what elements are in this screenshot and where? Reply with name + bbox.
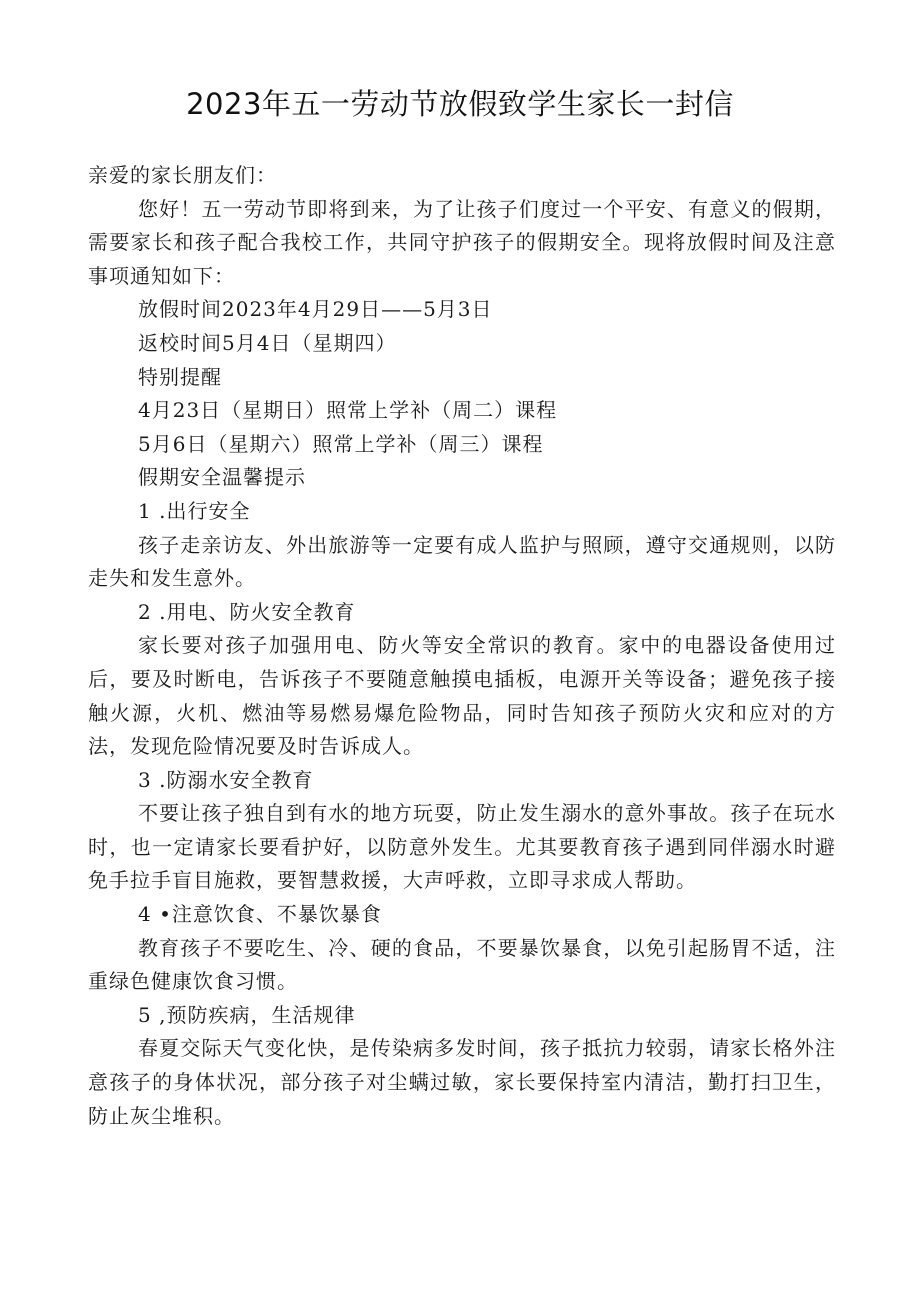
paragraph-intro: 您好！五一劳动节即将到来，为了让孩子们度过一个平安、有意义的假期，需要家长和孩子配合我校工作，共同守护孩子的假期安全。现将放假时间及注意事项通知如下： — [88, 196, 836, 288]
makeup-class-1: 4月23日（星期日）照常上学补（周二）课程 — [138, 398, 558, 423]
section-heading-diet: 4 •注意饮食、不暴饮暴食 — [138, 902, 382, 927]
safety-tips-heading: 假期安全温馨提示 — [138, 465, 306, 490]
section-heading-travel: 1 .出行安全 — [138, 498, 251, 523]
section-text-diet: 教育孩子不要吃生、冷、硬的食品，不要暴饮暴食，以免引起肠胃不适，注重绿色健康饮食习惯。 — [88, 935, 836, 994]
section-heading-drowning: 3 .防溺水安全教育 — [138, 767, 314, 792]
section-heading-disease: 5 ,预防疾病，生活规律 — [138, 1002, 356, 1027]
makeup-class-2: 5月6日（星期六）照常上学补（周三）课程 — [138, 431, 544, 456]
return-time: 返校时间5月4日（星期四） — [138, 330, 397, 355]
section-text-disease: 春夏交际天气变化快，是传染病多发时间，孩子抵抗力较弱，请家长格外注意孩子的身体状况，部分孩子对尘螨过敏，家长要保持室内清洁，勤打扫卫生，防止灰尘堆积。 — [88, 1036, 836, 1128]
letter-body — [88, 159, 836, 1133]
holiday-time: 放假时间2023年4月29日——5月3日 — [138, 297, 493, 322]
document-title: 2023年五一劳动节放假致学生家长一封信 — [186, 87, 734, 121]
greeting: 亲爱的家长朋友们： — [88, 163, 277, 187]
section-text-electric-fire: 家长要对孩子加强用电、防火等安全常识的教育。家中的电器设备使用过后，要及时断电，告诉孩子不要随意触摸电插板，电源开关等设备；避免孩子接触火源，火机、燃油等易燃易爆危险物品，同时告知孩子预防火灾和应对的方法，发现危险情况要及时告诉成人。 — [88, 633, 836, 759]
section-text-drowning: 不要让孩子独自到有水的地方玩耍，防止发生溺水的意外事故。孩子在玩水时，也一定请家长要看护好，以防意外发生。尤其要教育孩子遇到同伴溺水时避免手拉手盲目施救，要智慧救援，大声呼救，立即寻求成人帮助。 — [88, 801, 836, 893]
special-reminder-heading: 特别提醒 — [138, 364, 222, 389]
section-text-travel: 孩子走亲访友、外出旅游等一定要有成人监护与照顾，遵守交通规则，以防走失和发生意外。 — [88, 532, 836, 591]
section-heading-electric-fire: 2 .用电、防火安全教育 — [138, 599, 356, 624]
